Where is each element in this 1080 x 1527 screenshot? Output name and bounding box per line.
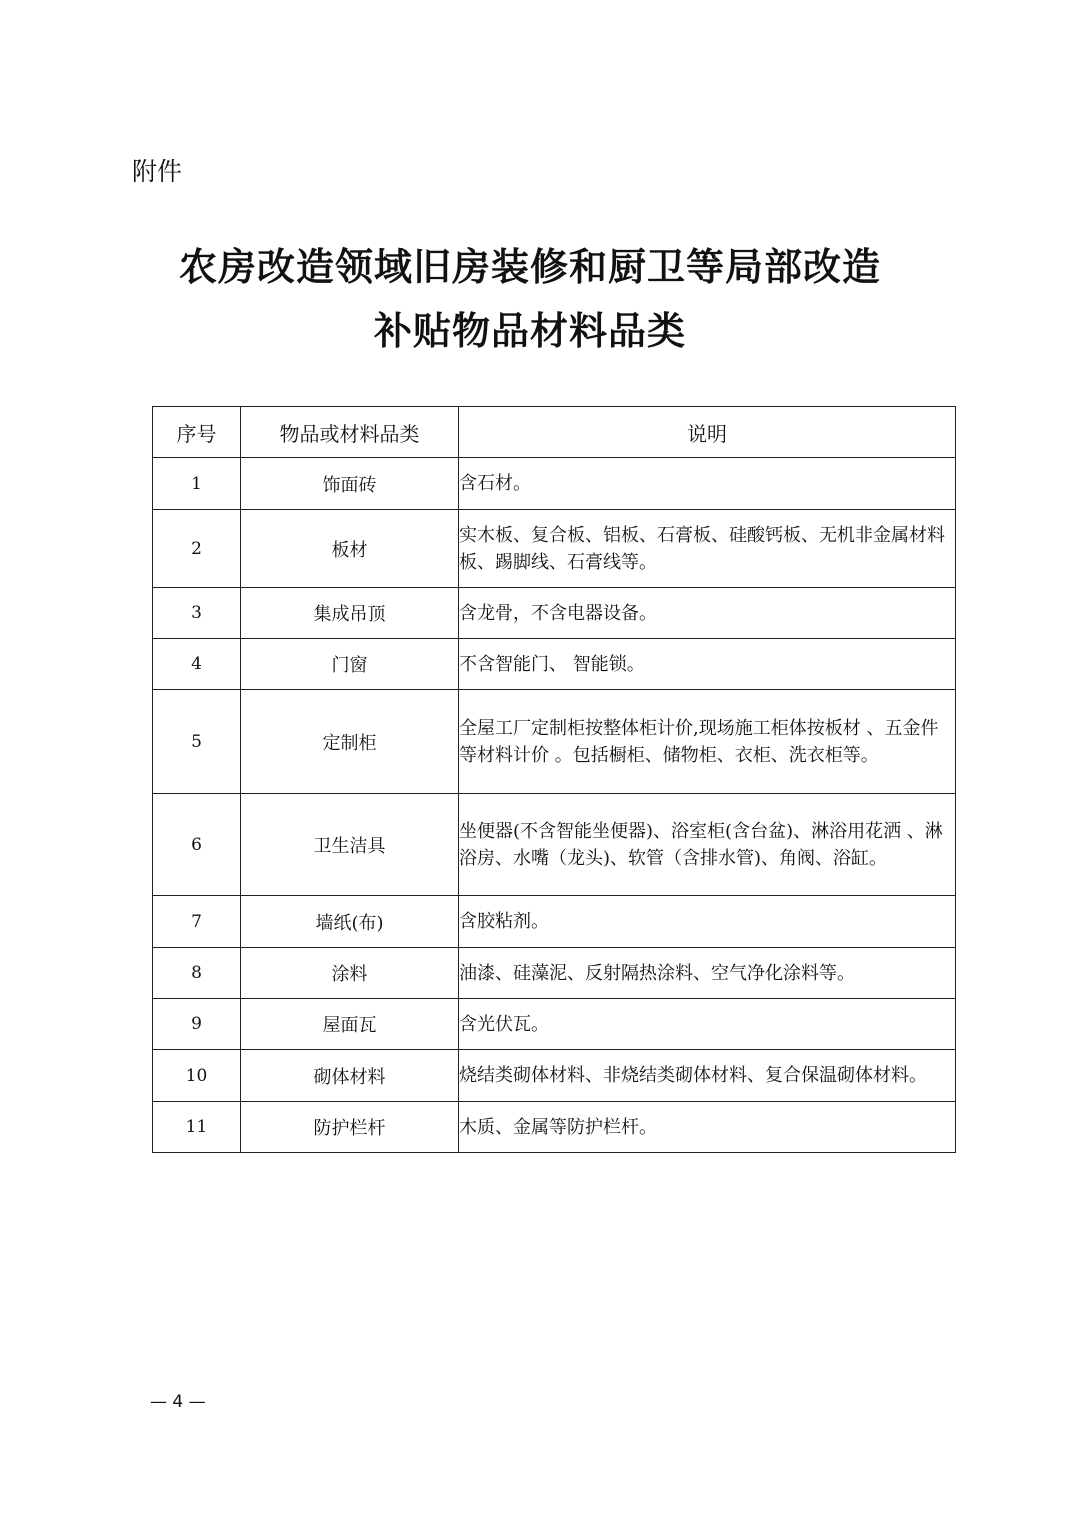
row-description: 含光伏瓦。: [459, 999, 956, 1050]
row-number: 1: [153, 458, 241, 510]
header-number: 序号: [153, 407, 241, 458]
table-row: [153, 794, 956, 896]
row-number: 3: [153, 588, 241, 639]
row-category: 涂料: [241, 948, 459, 999]
row-description: 含石材。: [459, 458, 956, 510]
table-row: [153, 690, 956, 794]
table-row: [153, 948, 956, 999]
row-category: 定制柜: [241, 690, 459, 794]
row-number: 4: [153, 639, 241, 690]
row-description: 油漆、硅藻泥、反射隔热涂料、空气净化涂料等。: [459, 948, 956, 999]
header-category: 物品或材料品类: [241, 407, 459, 458]
table-row: [153, 896, 956, 948]
row-category: 屋面瓦: [241, 999, 459, 1050]
row-number: 2: [153, 510, 241, 588]
row-description: 不含智能门、 智能锁。: [459, 639, 956, 690]
row-number: 7: [153, 896, 241, 948]
table-row: [153, 1050, 956, 1102]
row-number: 10: [153, 1050, 241, 1102]
page-number: — 4 —: [150, 1392, 206, 1412]
row-category: 板材: [241, 510, 459, 588]
row-description: 木质、金属等防护栏杆。: [459, 1102, 956, 1153]
row-number: 5: [153, 690, 241, 794]
row-number: 8: [153, 948, 241, 999]
row-description: 含龙骨，不含电器设备。: [459, 588, 956, 639]
row-description: 坐便器(不含智能坐便器)、浴室柜(含台盆)、淋浴用花洒 、淋浴房、水嘴（龙头)、软管（含排水管)、角阀、浴缸。: [459, 794, 956, 896]
row-description: 全屋工厂定制柜按整体柜计价,现场施工柜体按板材 、五金件等材料计价 。包括橱柜、储物柜、衣柜、洗衣柜等。: [459, 690, 956, 794]
row-description: 含胶粘剂。: [459, 896, 956, 948]
table-row: [153, 999, 956, 1050]
row-description: 烧结类砌体材料、非烧结类砌体材料、复合保温砌体材料。: [459, 1050, 956, 1102]
row-category: 门窗: [241, 639, 459, 690]
row-category: 防护栏杆: [241, 1102, 459, 1153]
document-title-line-2: 补贴物品材料品类: [373, 308, 686, 353]
attachment-label: 附件: [132, 157, 183, 186]
row-category: 卫生洁具: [241, 794, 459, 896]
table-row: [153, 458, 956, 510]
table-row: [153, 639, 956, 690]
table-row: [153, 588, 956, 639]
row-category: 集成吊顶: [241, 588, 459, 639]
document-title-line-1: 农房改造领域旧房装修和厨卫等局部改造: [178, 244, 881, 289]
row-number: 11: [153, 1102, 241, 1153]
row-description: 实木板、复合板、铝板、石膏板、硅酸钙板、无机非金属材料板、踢脚线、石膏线等。: [459, 510, 956, 588]
row-category: 墙纸(布): [241, 896, 459, 948]
row-number: 9: [153, 999, 241, 1050]
row-number: 6: [153, 794, 241, 896]
table-row: [153, 510, 956, 588]
header-description: 说明: [459, 407, 956, 458]
row-category: 饰面砖: [241, 458, 459, 510]
materials-table: [152, 406, 956, 1153]
row-category: 砌体材料: [241, 1050, 459, 1102]
table-row: [153, 1102, 956, 1153]
table-header-row: [153, 407, 956, 458]
